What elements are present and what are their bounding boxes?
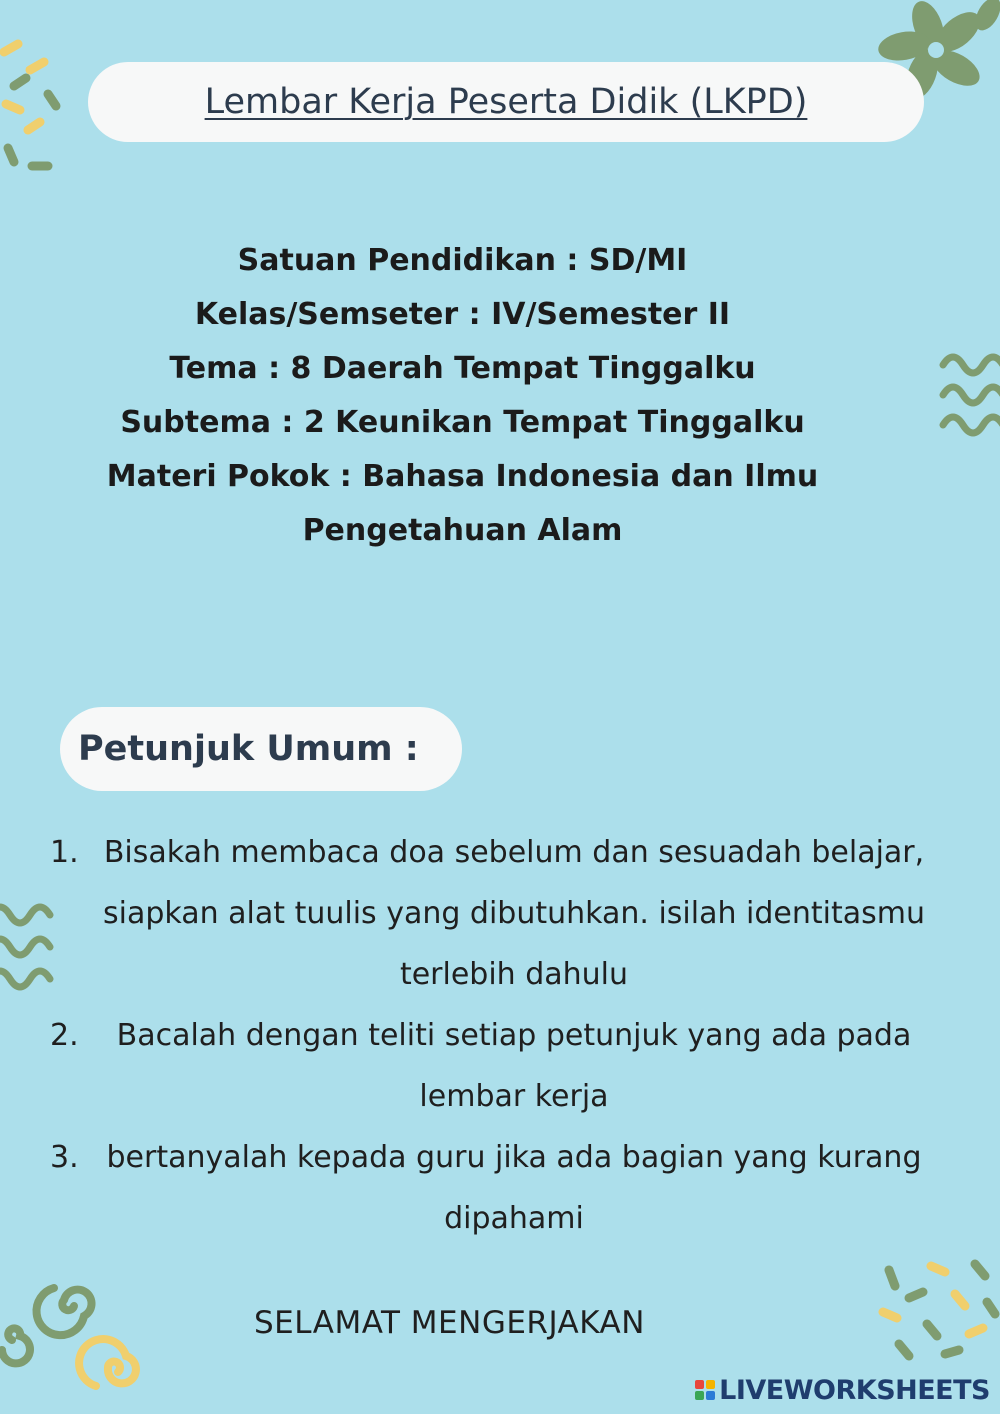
closing-message: SELAMAT MENGERJAKAN [254, 1305, 645, 1341]
identity-block [0, 234, 925, 558]
list-item-number: 1. [50, 835, 79, 870]
brand-logo-icon [695, 1380, 715, 1400]
list-item [50, 822, 930, 1005]
identity-line-school: Satuan Pendidikan : SD/MI [237, 243, 688, 278]
identity-line-class: Kelas/Semseter : IV/Semester II [194, 297, 731, 332]
instructions-heading: Petunjuk Umum : [78, 729, 419, 769]
confetti-decoration-bottom-right [875, 1258, 1000, 1370]
list-item [50, 1127, 930, 1249]
brand-name: LIVEWORKSHEETS [719, 1374, 990, 1406]
identity-line-theme: Tema : 8 Daerah Tempat Tinggalku [169, 351, 756, 386]
list-item-text: Bacalah dengan teliti setiap petunjuk yang ada pada lembar kerja [116, 1018, 912, 1114]
confetti-decoration-top-left [0, 30, 80, 180]
list-item-text: bertanyalah kepada guru jika ada bagian yang kurang dipahami [106, 1140, 922, 1236]
list-item [50, 1005, 930, 1127]
identity-line-subtheme: Subtema : 2 Keunikan Tempat Tinggalku [120, 405, 805, 440]
page-title: Lembar Kerja Peserta Didik (LKPD) [204, 82, 808, 122]
brand-watermark[interactable] [695, 1373, 990, 1407]
instructions-list [50, 822, 930, 1249]
squiggle-decoration-right [935, 345, 1000, 445]
identity-line-subject: Materi Pokok : Bahasa Indonesia dan Ilmu Pengetahuan Alam [106, 459, 819, 548]
title-banner [88, 62, 924, 142]
list-item-number: 2. [50, 1018, 79, 1053]
list-item-text: Bisakah membaca doa sebelum dan sesuadah belajar, siapkan alat tuulis yang dibutuhkan. isilah identitasmu terlebih dahulu [103, 835, 925, 992]
list-item-number: 3. [50, 1140, 79, 1175]
instructions-heading-banner [60, 707, 462, 791]
spiral-decoration-bottom-left [0, 1260, 150, 1414]
